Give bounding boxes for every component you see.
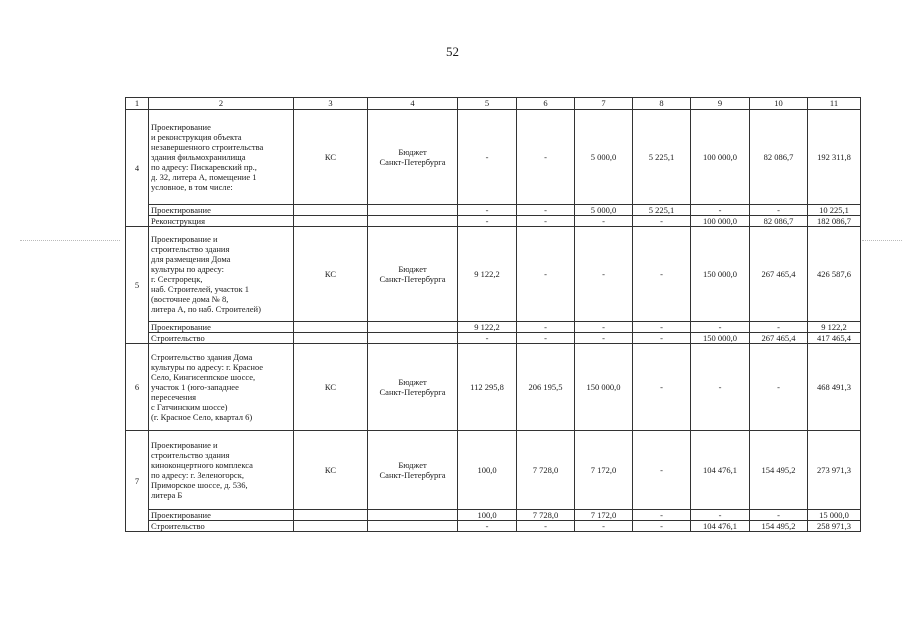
category-code-cell: КС: [294, 431, 368, 510]
project-row: [126, 227, 861, 322]
amount-cell: 150 000,0: [691, 227, 750, 322]
amount-cell: 82 086,7: [750, 110, 808, 205]
amount-cell: 5 000,0: [575, 110, 633, 205]
funding-source-cell: [368, 431, 458, 510]
category-code-cell: КС: [294, 344, 368, 431]
cell-text-line: (восточнее дома № 8,: [151, 294, 229, 305]
empty-cell: [368, 333, 458, 344]
amount-cell: -: [633, 216, 691, 227]
amount-cell: -: [458, 205, 517, 216]
amount-cell: 104 476,1: [691, 521, 750, 532]
cell-text-line: незавершенного строительства: [151, 141, 264, 152]
amount-cell: -: [575, 322, 633, 333]
amount-cell: 5 000,0: [575, 205, 633, 216]
amount-cell: 100 000,0: [691, 216, 750, 227]
empty-cell: [294, 333, 368, 344]
funding-source-cell: [368, 110, 458, 205]
subcomponent-row: [126, 510, 861, 521]
cell-text-line: пересечения: [151, 392, 197, 403]
amount-cell: -: [575, 521, 633, 532]
amount-cell: 82 086,7: [750, 216, 808, 227]
cell-text-line: Село, Кингисеппское шоссе,: [151, 372, 256, 383]
amount-cell: 417 465,4: [808, 333, 861, 344]
amount-cell: 7 172,0: [575, 510, 633, 521]
amount-cell: -: [575, 227, 633, 322]
amount-cell: -: [633, 344, 691, 431]
cell-text-line: условное, в том числе:: [151, 182, 233, 193]
empty-cell: [294, 205, 368, 216]
empty-cell: [294, 510, 368, 521]
empty-cell: [368, 216, 458, 227]
cell-text-line: (г. Красное Село, квартал 6): [151, 412, 253, 423]
cell-text-line: литера А, по наб. Строителей): [151, 304, 261, 315]
project-row: [126, 344, 861, 431]
column-number-cell: 8: [633, 98, 691, 110]
amount-cell: 9 122,2: [458, 322, 517, 333]
amount-cell: -: [517, 333, 575, 344]
column-number-cell: 9: [691, 98, 750, 110]
category-code-cell: КС: [294, 110, 368, 205]
project-description-cell: [149, 227, 294, 322]
column-number-cell: 6: [517, 98, 575, 110]
cell-text-line: культуры по адресу: г. Красное: [151, 362, 264, 373]
amount-cell: -: [517, 322, 575, 333]
subcomponent-label-cell: Проектирование: [149, 205, 294, 216]
cell-text-line: Бюджет: [398, 377, 427, 388]
project-row: [126, 110, 861, 205]
row-number-cell: 4: [126, 110, 149, 227]
amount-cell: -: [633, 333, 691, 344]
amount-cell: -: [517, 521, 575, 532]
cell-text-line: с Гатчинским шоссе): [151, 402, 228, 413]
cell-text-line: Бюджет: [398, 146, 427, 157]
amount-cell: 15 000,0: [808, 510, 861, 521]
table-body: [126, 98, 861, 532]
cell-text-line: Санкт-Петербурга: [379, 387, 446, 398]
column-number-cell: 11: [808, 98, 861, 110]
amount-cell: 258 971,3: [808, 521, 861, 532]
row-number-cell: 5: [126, 227, 149, 344]
column-number-cell: 4: [368, 98, 458, 110]
column-number-cell: 3: [294, 98, 368, 110]
cell-text-line: киноконцертного комплекса: [151, 460, 253, 471]
cell-text-line: и реконструкция объекта: [151, 131, 242, 142]
amount-cell: 112 295,8: [458, 344, 517, 431]
cell-text-line: Бюджет: [398, 460, 427, 471]
cell-text-line: Приморское шоссе, д. 536,: [151, 480, 248, 491]
amount-cell: -: [750, 205, 808, 216]
project-description-cell: [149, 110, 294, 205]
amount-cell: 273 971,3: [808, 431, 861, 510]
cell-text-line: Санкт-Петербурга: [379, 157, 446, 167]
amount-cell: 9 122,2: [458, 227, 517, 322]
cell-text-line: Проектирование и: [151, 440, 218, 451]
cell-text-line: наб. Строителей, участок 1: [151, 284, 250, 295]
empty-cell: [294, 216, 368, 227]
row-number-cell: 6: [126, 344, 149, 431]
amount-cell: 7 172,0: [575, 431, 633, 510]
amount-cell: -: [517, 227, 575, 322]
cell-text-line: Санкт-Петербурга: [379, 274, 446, 285]
column-number-cell: 7: [575, 98, 633, 110]
cell-text-line: г. Сестрорецк,: [151, 274, 203, 285]
amount-cell: -: [691, 322, 750, 333]
amount-cell: -: [517, 216, 575, 227]
amount-cell: 9 122,2: [808, 322, 861, 333]
cell-text-line: по адресу: г. Зеленогорск,: [151, 470, 244, 481]
subcomponent-label-cell: Строительство: [149, 521, 294, 532]
cell-text-line: Проектирование: [151, 121, 211, 132]
amount-cell: 100,0: [458, 510, 517, 521]
subcomponent-label-cell: Строительство: [149, 333, 294, 344]
amount-cell: 100,0: [458, 431, 517, 510]
budget-table: [125, 97, 861, 532]
amount-cell: 100 000,0: [691, 110, 750, 205]
amount-cell: -: [691, 510, 750, 521]
subcomponent-label-cell: Реконструкция: [149, 216, 294, 227]
amount-cell: -: [633, 227, 691, 322]
amount-cell: -: [458, 333, 517, 344]
amount-cell: 104 476,1: [691, 431, 750, 510]
amount-cell: 150 000,0: [575, 344, 633, 431]
amount-cell: 206 195,5: [517, 344, 575, 431]
amount-cell: 192 311,8: [808, 110, 861, 205]
column-number-cell: 2: [149, 98, 294, 110]
subcomponent-row: [126, 216, 861, 227]
column-number-cell: 10: [750, 98, 808, 110]
amount-cell: 468 491,3: [808, 344, 861, 431]
project-description-cell: [149, 344, 294, 431]
amount-cell: -: [691, 205, 750, 216]
column-number-cell: 1: [126, 98, 149, 110]
amount-cell: -: [517, 110, 575, 205]
amount-cell: 150 000,0: [691, 333, 750, 344]
amount-cell: 154 495,2: [750, 521, 808, 532]
project-row: [126, 431, 861, 510]
cell-text-line: Строительство здания Дома: [151, 352, 253, 362]
amount-cell: 5 225,1: [633, 110, 691, 205]
amount-cell: 7 728,0: [517, 510, 575, 521]
amount-cell: 154 495,2: [750, 431, 808, 510]
cell-text-line: культуры по адресу:: [151, 264, 225, 275]
funding-source-cell: [368, 227, 458, 322]
empty-cell: [368, 521, 458, 532]
category-code-cell: КС: [294, 227, 368, 322]
cell-text-line: литера Б: [151, 490, 183, 501]
cell-text-line: Проектирование и: [151, 233, 218, 244]
cell-text-line: здания фильмохранилища: [151, 151, 246, 162]
amount-cell: -: [458, 216, 517, 227]
amount-cell: -: [633, 431, 691, 510]
column-number-cell: 5: [458, 98, 517, 110]
empty-cell: [294, 521, 368, 532]
amount-cell: -: [691, 344, 750, 431]
amount-cell: -: [750, 510, 808, 521]
cell-text-line: строительство здания: [151, 450, 230, 461]
funding-source-cell: [368, 344, 458, 431]
cell-text-line: д. 32, литера А, помещение 1: [151, 172, 257, 183]
amount-cell: -: [633, 510, 691, 521]
cell-text-line: Санкт-Петербурга: [379, 470, 446, 481]
column-number-row: [126, 98, 861, 110]
amount-cell: 426 587,6: [808, 227, 861, 322]
cell-text-line: участок 1 (юго-западнее: [151, 382, 239, 393]
scan-artifact-line: [862, 240, 902, 241]
row-number-cell: 7: [126, 431, 149, 532]
amount-cell: -: [750, 344, 808, 431]
cell-text-line: по адресу: Пискаревский пр.,: [151, 162, 257, 172]
subcomponent-row: [126, 333, 861, 344]
empty-cell: [368, 510, 458, 521]
empty-cell: [368, 322, 458, 333]
cell-text-line: Бюджет: [398, 264, 427, 275]
subcomponent-label-cell: Проектирование: [149, 510, 294, 521]
empty-cell: [368, 205, 458, 216]
amount-cell: -: [750, 322, 808, 333]
page-number: 52: [446, 44, 459, 59]
cell-text-line: для размещения Дома: [151, 254, 231, 264]
amount-cell: -: [633, 322, 691, 333]
amount-cell: 7 728,0: [517, 431, 575, 510]
empty-cell: [294, 322, 368, 333]
amount-cell: 267 465,4: [750, 333, 808, 344]
amount-cell: -: [458, 521, 517, 532]
project-description-cell: [149, 431, 294, 510]
subcomponent-row: [126, 322, 861, 333]
amount-cell: 267 465,4: [750, 227, 808, 322]
amount-cell: -: [517, 205, 575, 216]
subcomponent-row: [126, 521, 861, 532]
amount-cell: 182 086,7: [808, 216, 861, 227]
amount-cell: -: [633, 521, 691, 532]
amount-cell: -: [575, 216, 633, 227]
amount-cell: -: [458, 110, 517, 205]
scan-artifact-line: [20, 240, 120, 241]
subcomponent-row: [126, 205, 861, 216]
amount-cell: 5 225,1: [633, 205, 691, 216]
amount-cell: 10 225,1: [808, 205, 861, 216]
subcomponent-label-cell: Проектирование: [149, 322, 294, 333]
amount-cell: -: [575, 333, 633, 344]
cell-text-line: строительство здания: [151, 243, 230, 254]
